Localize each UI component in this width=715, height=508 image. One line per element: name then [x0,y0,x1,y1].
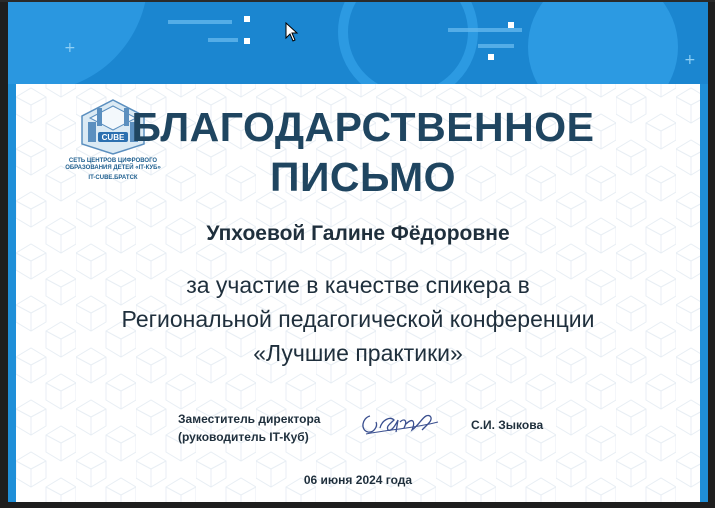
decor-dot [244,38,250,44]
logo-org-line1: СЕТЬ ЦЕНТРОВ ЦИФРОВОГО [68,158,158,164]
header-decoration [8,2,708,84]
certificate-body [16,84,700,502]
decor-bar [448,28,522,32]
decor-plus-icon: + [684,52,696,68]
recipient-name: Упхоевой Галине Фёдоровне [206,222,510,245]
mouse-pointer-icon [285,22,299,42]
decor-bar [208,38,238,42]
decor-bar [168,20,232,24]
certificate [8,2,708,502]
logo-org-line2: ОБРАЗОВАНИЯ ДЕТЕЙ «IT-КУБ» [65,165,161,171]
reason-line: Региональной педагогической конференции [121,306,595,332]
decor-ring [338,2,478,84]
decor-circle [528,2,678,84]
certificate-date: 06 июня 2024 года [303,473,413,487]
decor-dot [244,16,250,22]
reason-line: «Лучшие практики» [253,340,463,366]
svg-text:CUBE: CUBE [101,133,125,142]
logo-city: IT-CUBE.БРАТСК [88,175,138,181]
certificate-title: БЛАГОДАРСТВЕННОЕ ПИСЬМО [131,104,595,200]
decor-circle [8,2,148,84]
signer-name: С.И. Зыкова [471,418,544,432]
decor-plus-icon: + [64,40,76,56]
signer-position [178,410,348,446]
handwritten-signature [356,406,440,440]
decor-dot [508,22,514,28]
certificate-reason [36,268,680,370]
reason-line: за участие в качестве спикера в [186,272,530,298]
decor-bar [478,44,514,48]
position-line: (руководитель IT-Куб) [178,430,309,444]
position-line: Заместитель директора [178,412,321,426]
decor-dot [488,54,494,60]
